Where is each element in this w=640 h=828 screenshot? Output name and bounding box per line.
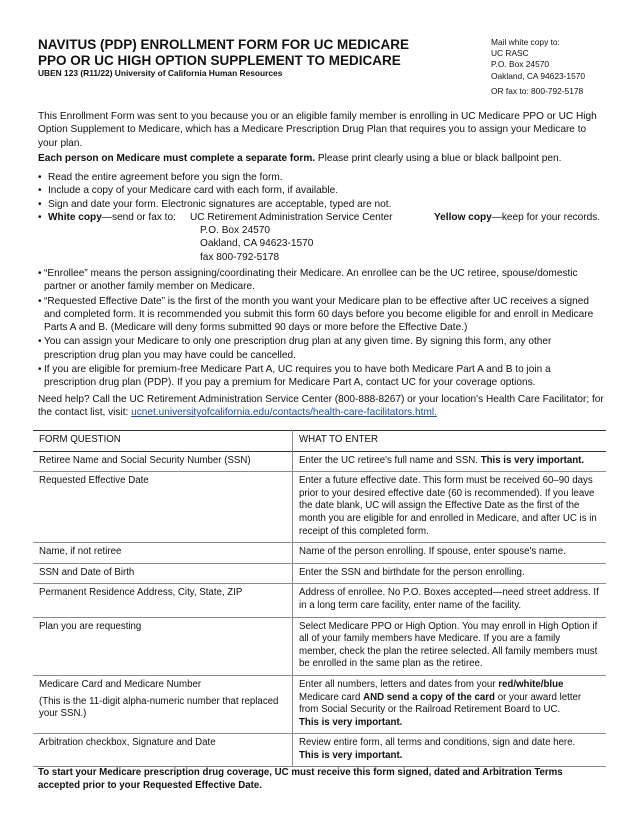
white-copy-label: White copy—send or fax to: <box>48 211 176 223</box>
bullet-text: Sign and date your form. Electronic signatures are acceptable, typed are not. <box>48 198 392 210</box>
bullet-text: Include a copy of your Medicare card with each form, if available. <box>48 185 339 197</box>
row-answer: Enter a future effective date. This form must be received 60–90 days prior to your desired effective date (60 is recommended). If you leave the date blank, UC will assign the Effective Date as the first of the month you are eligible for and enrolled in Medicare, and after UC is in receipt of this completed form. <box>299 475 597 537</box>
bullet-item: • Include a copy of your Medicare card with each form, if available. <box>38 184 604 197</box>
white-copy-address-line3: Oakland, CA 94623-1570 <box>200 238 314 250</box>
definition-item: • You can assign your Medicare to only one prescription drug plan at any given time. By signing this form, any other prescription drug plan you may have could be cancelled. <box>38 335 604 362</box>
row-answer: Enter the SSN and birthdate for the person enrolling. <box>299 566 525 578</box>
definition-text: You can assign your Medicare to only one prescription drug plan at any given time. By signing this form, any other prescription drug plan you may have could be cancelled. <box>44 336 552 361</box>
table-header-row <box>33 431 606 452</box>
bullet-text: Read the entire agreement before you sign the form. <box>48 172 283 183</box>
definition-item: • If you are eligible for premium-free Medicare Part A, UC requires you to have both Medicare Part A and B to join a prescription drug plan (PDP). If you pay a premium for Medicare Part A, contact UC for your coverage options. <box>38 363 604 390</box>
row-answer: Enter the UC retiree's full name and SSN. This is very important. <box>299 454 585 466</box>
row-question-note: (This is the 11-digit alpha-numeric number that replaced your SSN.) <box>39 695 279 720</box>
form-title <box>38 37 458 68</box>
table-row <box>33 543 606 564</box>
white-copy-address-line1: UC Retirement Administration Service Center <box>190 211 393 223</box>
table-row <box>33 472 606 543</box>
form-question-table <box>33 430 606 767</box>
each-person-note <box>38 152 604 165</box>
row-question: SSN and Date of Birth <box>33 563 293 584</box>
intro-paragraph: This Enrollment Form was sent to you because you or an eligible family member is enrolling in UC Medicare PPO or UC High Option Supplement to Medicare, which has a Medicare Prescription Drug Plan that requires you to assign your Medicare to your plan. <box>38 111 597 149</box>
row-answer: Name of the person enrolling. If spouse, enter spouse's name. <box>299 546 566 558</box>
definition-text: “Requested Effective Date” is the first of the month you want your Medicare plan to be effective after UC receives a signed and completed form. It is recommended you submit this form 60 days before you become eligible for and enroll in Medicare Parts A and B. (Medicare will deny forms submitted 90 days or more before the Effective Date.) <box>44 295 594 334</box>
row-question: Arbitration checkbox, Signature and Date <box>33 734 293 767</box>
mail-instructions <box>491 37 631 97</box>
each-person-rest: Please print clearly using a blue or black ballpoint pen. <box>317 153 562 164</box>
row-answer: Enter all numbers, letters and dates from your red/white/blue Medicare card AND send a copy of the card or your award letter from Social Security or the Railroad Retirement Board to UC. This is very important. <box>299 678 582 728</box>
row-answer: Select Medicare PPO or High Option. You may enroll in High Option if all of your family members have Medicare. If you are a family member, check the plan the retiree selected. All family members must be enrolled in the same plan as the retiree. <box>299 620 598 670</box>
bullet-item: • Sign and date your form. Electronic signatures are acceptable, typed are not. <box>38 198 604 211</box>
mail-line4: Oakland, CA 94623-1570 <box>491 70 586 81</box>
definition-text: “Enrollee” means the person assigning/coordinating their Medicare. An enrollee can be the UC retiree, spouse/domestic partner or another family member on Medicare. <box>44 268 578 293</box>
table-row <box>33 563 606 584</box>
help-paragraph <box>38 393 604 420</box>
row-answer: Review entire form, all terms and conditions, sign and date here. This is very important. <box>299 737 576 761</box>
table-row <box>33 584 606 617</box>
row-question: Retiree Name and Social Security Number (SSN) <box>33 451 293 472</box>
column-header-question: FORM QUESTION <box>33 431 293 452</box>
table-row <box>33 675 606 733</box>
white-copy-fax: fax 800-792-5178 <box>200 251 280 263</box>
row-question: Name, if not retiree <box>33 543 293 564</box>
row-question: Plan you are requesting <box>33 617 293 675</box>
column-header-answer: WHAT TO ENTER <box>299 434 378 445</box>
row-question: Medicare Card and Medicare Number (This is the 11-digit alpha-numeric number that replaced your SSN.) <box>33 675 293 733</box>
each-person-bold: Each person on Medicare must complete a separate form. <box>38 153 316 164</box>
definition-item: • “Enrollee” means the person assigning/coordinating their Medicare. An enrollee can be the UC retiree, spouse/domestic partner or another family member on Medicare. <box>38 267 604 294</box>
mail-line1: Mail white copy to: <box>491 37 560 47</box>
health-care-facilitators-link[interactable]: ucnet.universityofcalifornia.edu/contacts/health-care-facilitators.html. <box>131 407 437 419</box>
mail-fax: OR fax to: 800-792-5178 <box>491 85 584 96</box>
help-text: Need help? Call the UC Retirement Administration Service Center (800-888-8267) or your location's Health Care Facilitator; for the contact list, visit: <box>38 394 604 419</box>
definitions-list <box>38 267 604 391</box>
mail-line3: P.O. Box 24570 <box>491 59 550 70</box>
table-row <box>33 734 606 767</box>
definition-item: • “Requested Effective Date” is the first of the month you want your Medicare plan to be effective after UC receives a signed and completed form. It is recommended you submit this form 60 days before you become eligible for and enroll in Medicare Parts A and B. (Medicare will deny forms submitted 90 days or more before the Effective Date.) <box>38 295 604 335</box>
row-question: Requested Effective Date <box>33 472 293 543</box>
row-question: Permanent Residence Address, City, State, ZIP <box>33 584 293 617</box>
instruction-bullets <box>38 171 604 264</box>
yellow-copy-note: Yellow copy—keep for your records. <box>434 211 601 223</box>
definition-text: If you are eligible for premium-free Medicare Part A, UC requires you to have both Medicare Part A and B to join a prescription drug plan (PDP). If you pay a premium for Medicare Part A, contact UC for your coverage options. <box>44 364 551 389</box>
table-row <box>33 617 606 675</box>
mail-line2: UC RASC <box>491 48 529 59</box>
bullet-item: • Read the entire agreement before you sign the form. <box>38 171 604 184</box>
form-title-line2: PPO OR UC HIGH OPTION SUPPLEMENT TO MEDICARE <box>38 52 401 68</box>
form-title-line1: NAVITUS (PDP) ENROLLMENT FORM FOR UC MEDICARE <box>38 37 409 52</box>
white-copy-bullet: • White copy—send or fax to: UC Retirement Administration Service Center Yellow copy—keep for your records. P.O. Box 24570 Oakland, CA 94623-1570 fax 800-792-5178 <box>38 211 604 264</box>
row-answer: Address of enrollee. No P.O. Boxes accepted—need street address. If in a long term care facility, enter name of the facility. <box>299 587 599 611</box>
footer-notice: To start your Medicare prescription drug coverage, UC must receive this form signed, dated and Arbitration Terms accepted prior to your Requested Effective Date. <box>38 767 563 791</box>
form-id: UBEN 123 (R11/22) University of California Human Resources <box>38 68 283 78</box>
white-copy-address-line2: P.O. Box 24570 <box>200 225 270 237</box>
table-row <box>33 451 606 472</box>
